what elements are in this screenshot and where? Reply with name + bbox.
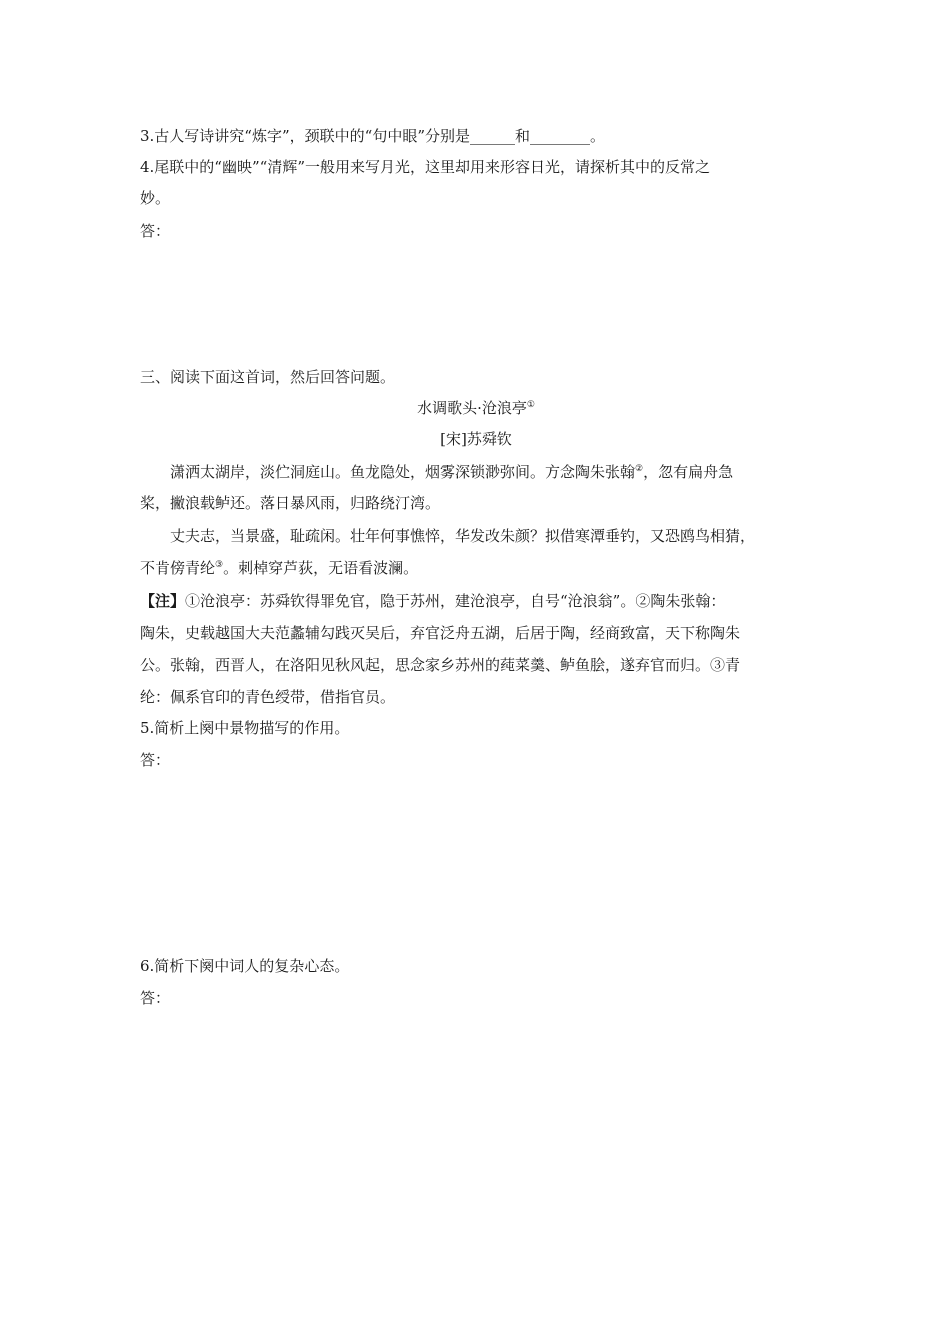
question-4-line-1: 4.尾联中的“幽映”“清辉”一般用来写月光，这里却用来形容日光，请探析其中的反常之 [140,158,710,176]
stanza-2-text-a: 不肯傍青纶 [140,559,216,577]
note-line-3: 公。张翰，西晋人，在洛阳见秋风起，思念家乡苏州的莼菜羹、鲈鱼脍，遂弃官而归。③青 [140,656,741,674]
question-5: 5.简析上阕中景物描写的作用。 [140,719,350,737]
answer-label-q4: 答： [140,222,171,240]
note-line-4: 纶：佩系官印的青色绶带，借指官员。 [140,688,396,706]
answer-label-q5: 答： [140,751,171,769]
poem-title [140,397,812,419]
note-marker-2: ② [635,464,644,474]
stanza-1-text-b: ，忽有扁舟急 [643,463,734,481]
stanza-1-line-2: 桨，撇浪载鲈还。落日暴风雨，归路绕汀湾。 [140,494,441,512]
stanza-2-text-b: 。刺棹穿芦荻，无语看波澜。 [223,559,419,577]
note-text-1: ①沧浪亭：苏舜钦得罪免官，隐于苏州，建沧浪亭，自号“沧浪翁”。②陶朱张翰： [185,592,726,610]
poem-title-text: 水调歌头·沧浪亭 [417,399,527,417]
question-3-end: 。 [590,127,606,145]
note-line-1 [140,590,725,612]
note-label: 【注】 [140,592,186,610]
stanza-1-text-a: 潇洒太湖岸，淡伫洞庭山。鱼龙隐处，烟雾深锁渺弥间。方念陶朱张翰 [170,463,636,481]
question-4-line-2: 妙。 [140,189,171,207]
question-3-text: 3.古人写诗讲究“炼字”，颈联中的“句中眼”分别是 [140,127,470,145]
note-line-2: 陶朱，史载越国大夫范蠡辅勾践灭吴后，弃官泛舟五湖，后居于陶，经商致富，天下称陶朱 [140,624,741,642]
question-3 [140,125,605,147]
blank-2[interactable]: ________ [530,127,591,145]
blank-1[interactable]: ______ [470,127,515,145]
stanza-2-line-1: 丈夫志，当景盛，耻疏闲。壮年何事憔悴，华发改朱颜？拟借寒潭垂钓，又恐鸥鸟相猜， [170,527,756,545]
note-marker-3: ③ [215,560,224,570]
stanza-2-line-2 [140,557,418,579]
stanza-1-line-1 [170,461,733,483]
answer-label-q6: 答： [140,989,171,1007]
question-6: 6.简析下阕中词人的复杂心态。 [140,957,350,975]
section-3-heading: 三、阅读下面这首词，然后回答问题。 [140,368,396,386]
poem-author: [宋]苏舜钦 [440,430,512,448]
question-3-joiner: 和 [515,127,531,145]
poem-title-note-marker: ① [526,400,535,410]
